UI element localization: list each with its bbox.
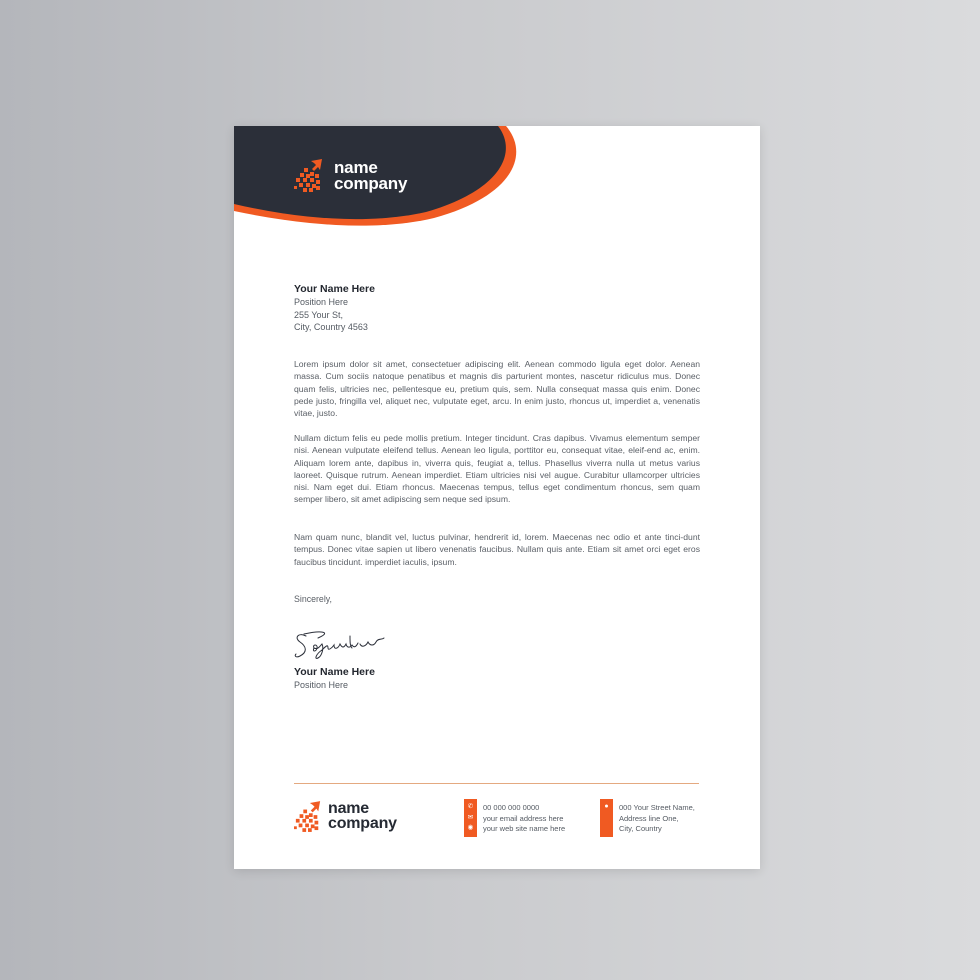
body-paragraph-1: Lorem ipsum dolor sit amet, consectetuer adipiscing elit. Aenean commodo ligula eget dolor. Aenean massa. Cum sociis natoque penatibus et magnis dis parturient montes, nascetur ridiculus mus. Donec quam felis, ultricies nec, pellentesque eu, pretium quis, sem. Nulla consequat massa quis enim. Donec pede justo, fringilla vel, aliquet nec, vulputate eget, arcu. In enim justo, rhoncus ut, imperdiet a, venenatis vitae, justo. [294, 359, 700, 419]
mail-icon: ✉ [467, 813, 474, 821]
body-paragraph-3: Nam quam nunc, blandit vel, luctus pulvinar, hendrerit id, lorem. Maecenas nec odio et ante tinci-dunt tempus. Donec vitae sapien ut libero venenatis faucibus. Nullam quis ante. Etiam sit amet orci eget eros faucibus tincidunt. imperdiet iaculis, ipsum. [294, 532, 700, 567]
footer-email: your email address here [483, 813, 564, 823]
phone-icon: ✆ [467, 803, 474, 810]
pixel-arrow-icon [294, 159, 324, 193]
letterhead-page [234, 126, 760, 869]
sender-name: Your Name Here [294, 283, 375, 295]
signer-name: Your Name Here [294, 666, 375, 678]
sender-block [294, 283, 375, 334]
header-logo-line1: name [334, 158, 378, 178]
handwritten-signature [292, 626, 388, 662]
location-pin-icon: ● [604, 803, 609, 810]
header-logo-line2: company [334, 174, 408, 193]
footer-web: your web site name here [483, 824, 566, 834]
globe-icon: ◉ [467, 824, 474, 831]
signer-block [294, 666, 375, 692]
footer-divider [294, 783, 699, 784]
closing-line: Sincerely, [294, 594, 332, 604]
footer-phone: 00 000 000 0000 [483, 803, 540, 812]
sender-address-line1: 255 Your St, [294, 309, 344, 320]
header-logo [294, 159, 407, 193]
pixel-arrow-icon [294, 801, 322, 833]
footer-address-line2: Address line One, [619, 813, 679, 823]
footer-logo-line2: company [328, 815, 397, 832]
body-paragraph-2: Nullam dictum felis eu pede mollis pretium. Integer tincidunt. Cras dapibus. Vivamus elementum semper nisi. Aenean vulputate eleifend tellus. Aenean leo ligula, porttitor eu, consequat vitae, eleif-end ac, enim. Aliquam lorem ante, dapibus in, viverra quis, feugiat a, tellus. Phasellus viverra nulla ut metus varius laoreet. Quisque rutrum. Aenean imperdiet. Etiam ultricies nisi vel augue. Curabitur ullamcorper ultricies nisi. Nam eget dui. Etiam rhoncus. Maecenas tempus, tellus eget condimentum rhoncus, sem quam semper libero, sit amet adipiscing sem neque sed ipsum. [294, 433, 700, 505]
signer-position: Position Here [294, 680, 349, 691]
contact-block [483, 803, 565, 835]
address-block [619, 803, 695, 835]
sender-address-line2: City, Country 4563 [294, 322, 368, 333]
footer-address-line1: 000 Your Street Name, [619, 803, 695, 812]
contact-icons [464, 802, 477, 834]
footer-logo-line1: name [328, 800, 369, 818]
footer-address-line3: City, Country [619, 824, 662, 834]
sender-position: Position Here [294, 297, 349, 308]
footer-logo [294, 801, 397, 833]
